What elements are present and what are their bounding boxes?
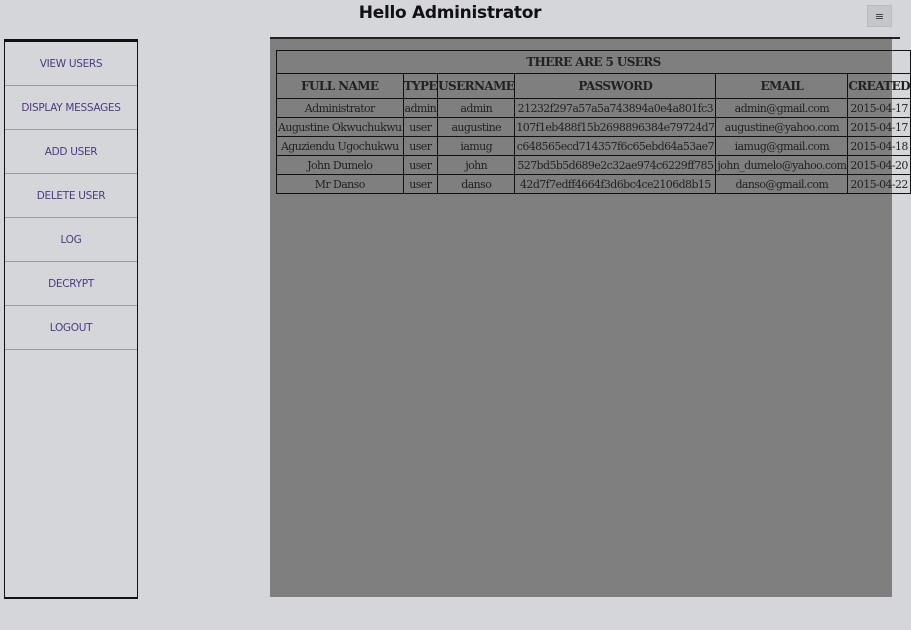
table-row — [277, 156, 911, 175]
cell-password: 527bd5b5d689e2c32ae974c6229ff785 — [515, 156, 716, 175]
cell-type: admin — [403, 99, 438, 118]
cell-email: iamug@gmail.com — [716, 137, 848, 156]
users-count-caption: THERE ARE 5 USERS — [276, 50, 911, 73]
cell-created: 2015-04-18 — [848, 137, 911, 156]
cell-type: user — [403, 156, 438, 175]
main-panel — [270, 39, 910, 597]
sidebar-item-view-users[interactable]: VIEW USERS — [5, 42, 137, 86]
sidebar-item-delete-user[interactable]: DELETE USER — [5, 174, 137, 218]
column-header-email: EMAIL — [716, 74, 848, 99]
cell-username: augustine — [438, 118, 515, 137]
column-header-password: PASSWORD — [515, 74, 716, 99]
cell-type: user — [403, 118, 438, 137]
cell-full-name: Augustine Okwuchukwu — [277, 118, 404, 137]
cell-email: admin@gmail.com — [716, 99, 848, 118]
cell-password: 21232f297a57a5a743894a0e4a801fc3 — [515, 99, 716, 118]
menu-icon[interactable]: ≡ — [867, 5, 892, 27]
sidebar-item-add-user[interactable]: ADD USER — [5, 130, 137, 174]
table-row — [277, 118, 911, 137]
column-header-type: TYPE — [403, 74, 438, 99]
table-row — [277, 175, 911, 194]
cell-created: 2015-04-17 — [848, 118, 911, 137]
table-row — [277, 137, 911, 156]
cell-full-name: Aguziendu Ugochukwu — [277, 137, 404, 156]
column-header-full-name: FULL NAME — [277, 74, 404, 99]
sidebar — [4, 39, 138, 599]
cell-email: augustine@yahoo.com — [716, 118, 848, 137]
sidebar-item-log[interactable]: LOG — [5, 218, 137, 262]
table-row — [277, 99, 911, 118]
table-header-row — [277, 74, 911, 99]
sidebar-item-display-messages[interactable]: DISPLAY MESSAGES — [5, 86, 137, 130]
cell-username: danso — [438, 175, 515, 194]
cell-email: danso@gmail.com — [716, 175, 848, 194]
sidebar-item-logout[interactable]: LOGOUT — [5, 306, 137, 350]
page-title: Hello Administrator — [358, 3, 542, 23]
column-header-created: CREATED — [848, 74, 911, 99]
column-header-username: USERNAME — [438, 74, 515, 99]
cell-username: iamug — [438, 137, 515, 156]
cell-full-name: John Dumelo — [277, 156, 404, 175]
cell-created: 2015-04-20 — [848, 156, 911, 175]
cell-password: 42d7f7edff4664f3d6bc4ce2106d8b15 — [515, 175, 716, 194]
cell-created: 2015-04-17 — [848, 99, 911, 118]
users-table — [276, 50, 911, 194]
cell-full-name: Administrator — [277, 99, 404, 118]
cell-password: 107f1eb488f15b2698896384e79724d7 — [515, 118, 716, 137]
cell-email: john_dumelo@yahoo.com — [716, 156, 848, 175]
cell-type: user — [403, 137, 438, 156]
cell-full-name: Mr Danso — [277, 175, 404, 194]
cell-username: admin — [438, 99, 515, 118]
cell-password: c648565ecd714357f6c65ebd64a53ae7 — [515, 137, 716, 156]
cell-created: 2015-04-22 — [848, 175, 911, 194]
cell-username: john — [438, 156, 515, 175]
cell-type: user — [403, 175, 438, 194]
sidebar-item-decrypt[interactable]: DECRYPT — [5, 262, 137, 306]
